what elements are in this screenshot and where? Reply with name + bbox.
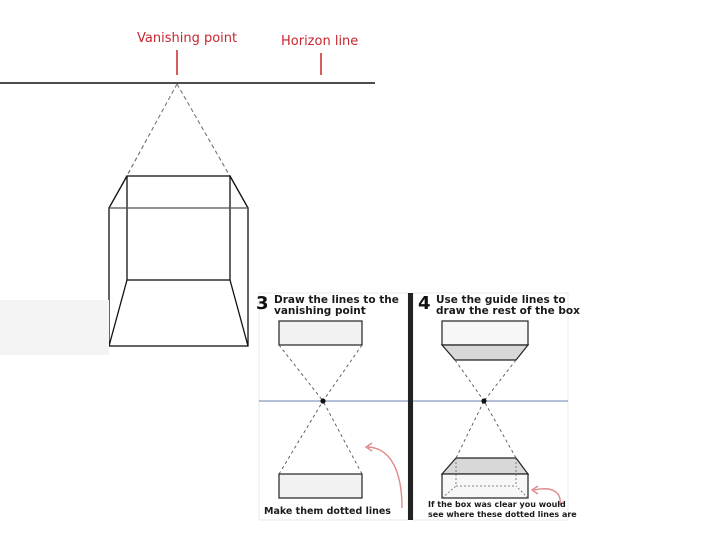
panel-3-vanishing-point [320,398,325,403]
panel-4-instruction-line1: Use the guide lines to [436,294,566,306]
panel-3-bottom-box [279,474,362,498]
panel-4-caption-line2: see where these dotted lines are [428,510,577,519]
panel-3-top-box [279,321,362,345]
panel-divider [408,293,413,520]
panel-4-vanishing-point [481,398,486,403]
panel-3-instruction-line2: vanishing point [274,305,366,317]
panel-4-top-box-front [442,321,528,345]
panel-4-instruction-line2: draw the rest of the box [436,305,580,317]
panel-3-instruction-line1: Draw the lines to the [274,294,399,306]
horizon-line-label: Horizon line [281,34,359,49]
panel-3-caption: Make them dotted lines [264,506,391,517]
panel-4-bottom-box-top [442,458,528,474]
panel-4-caption-line1: If the box was clear you would [428,500,566,509]
panel-4-top-box-bottom [442,345,528,360]
panel-3-number: 3 [256,293,269,314]
panel-4-number: 4 [418,293,431,314]
vanishing-point-label: Vanishing point [137,31,238,46]
